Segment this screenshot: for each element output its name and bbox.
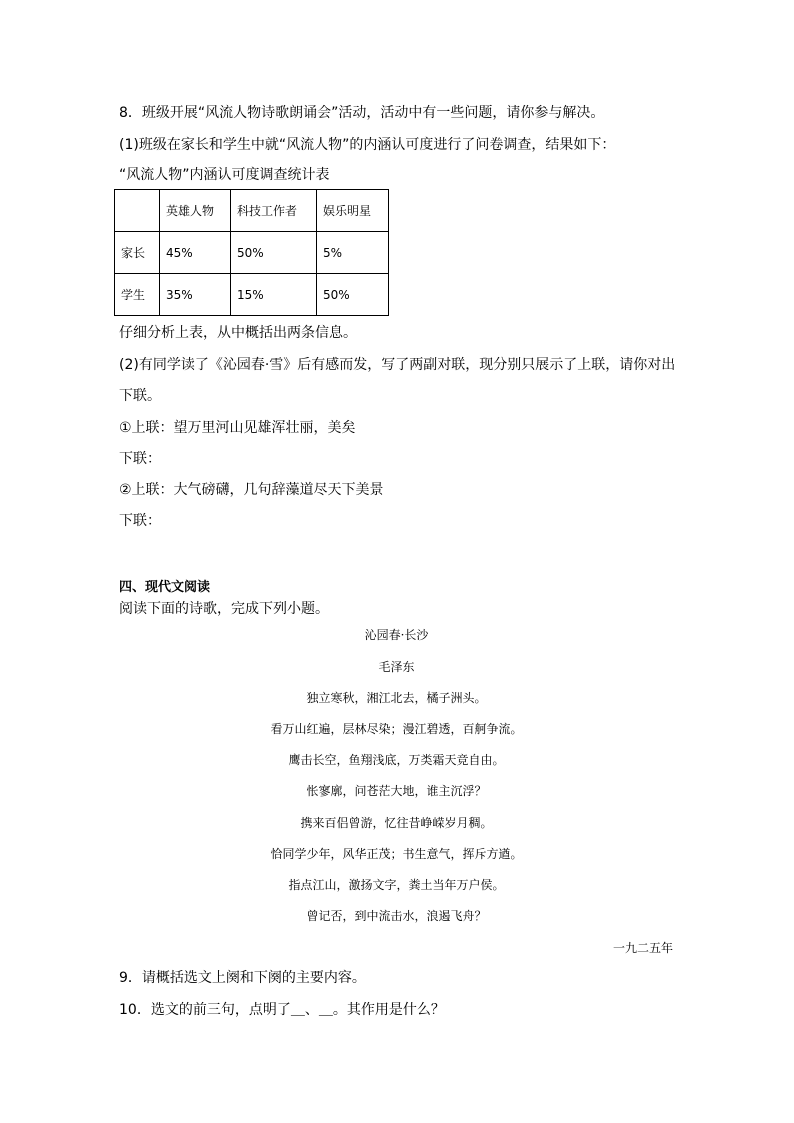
table-cell: 50% xyxy=(317,274,389,316)
table-title: “风流人物”内涵认可度调查统计表 xyxy=(119,167,330,183)
poem-date: 一九二五年 xyxy=(612,941,673,955)
table-cell: 家长 xyxy=(115,232,160,274)
table-cell: 5% xyxy=(317,232,389,274)
question-8-part2-line1: (2)有同学读了《沁园春·雪》后有感而发，写了两副对联，现分别只展示了上联，请你对出 xyxy=(119,357,676,373)
poem-author: 毛泽东 xyxy=(378,660,415,674)
poem-line: 鹰击长空，鱼翔浅底，万类霜天竞自由。 xyxy=(288,753,505,767)
poem-line: 携来百侣曾游，忆往昔峥嵘岁月稠。 xyxy=(300,816,493,830)
poem-line: 看万山红遍，层林尽染；漫江碧透，百舸争流。 xyxy=(270,722,523,736)
section-instruction: 阅读下面的诗歌，完成下列小题。 xyxy=(119,601,329,617)
poem-line: 指点江山，激扬文字，粪土当年万户侯。 xyxy=(288,878,505,892)
table-row xyxy=(115,232,389,274)
table-cell: 50% xyxy=(231,232,317,274)
couplet-1: ①上联：望万里河山见雄浑壮丽，美矣 xyxy=(119,420,356,436)
table-header-cell: 娱乐明星 xyxy=(317,190,389,232)
table-header-cell: 科技工作者 xyxy=(231,190,317,232)
poem-title: 沁园春·长沙 xyxy=(364,628,429,642)
table-row xyxy=(115,274,389,316)
question-10: 10．选文的前三句，点明了＿、＿。其作用是什么？ xyxy=(119,1002,445,1018)
question-9: 9．请概括选文上阕和下阕的主要内容。 xyxy=(119,970,366,986)
table-header-cell xyxy=(115,190,160,232)
poem-line: 独立寒秋，湘江北去，橘子洲头。 xyxy=(306,691,487,705)
question-8-part2-line2: 下联。 xyxy=(119,388,161,404)
poem-line: 恰同学少年，风华正茂；书生意气，挥斥方遒。 xyxy=(270,847,523,861)
question-8-stem: 8．班级开展“风流人物诗歌朗诵会”活动，活动中有一些问题，请你参与解决。 xyxy=(119,105,605,121)
table-cell: 45% xyxy=(160,232,231,274)
poem-line: 怅寥廓，问苍茫大地，谁主沉浮？ xyxy=(306,784,487,798)
table-header-row xyxy=(115,190,389,232)
table-cell: 学生 xyxy=(115,274,160,316)
section-heading: 四、现代文阅读 xyxy=(119,580,211,595)
answer-2-label: 下联： xyxy=(119,513,161,529)
survey-table xyxy=(114,189,389,316)
poem-line: 曾记否，到中流击水，浪遏飞舟？ xyxy=(306,909,487,923)
table-cell: 15% xyxy=(231,274,317,316)
table-cell: 35% xyxy=(160,274,231,316)
analysis-prompt: 仔细分析上表，从中概括出两条信息。 xyxy=(119,325,357,341)
answer-1-label: 下联： xyxy=(119,451,161,467)
table-header-cell: 英雄人物 xyxy=(160,190,231,232)
question-8-part1: (1)班级在家长和学生中就“风流人物”的内涵认可度进行了问卷调查，结果如下： xyxy=(119,137,616,153)
couplet-2: ②上联：大气磅礴，几句辞藻道尽天下美景 xyxy=(119,482,384,498)
